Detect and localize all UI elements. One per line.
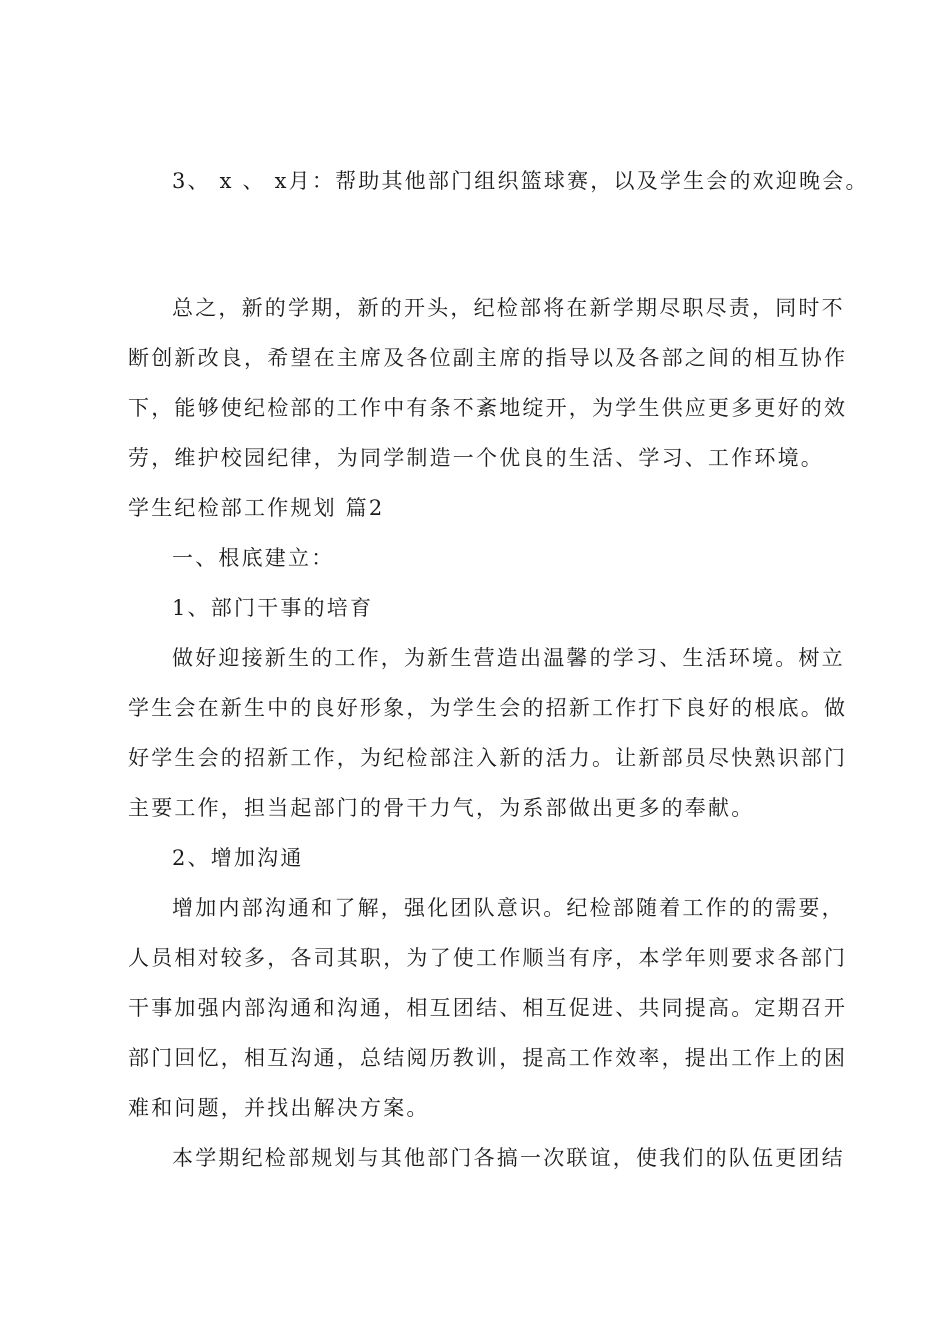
paragraph-line: 下，能够使纪检部的工作中有条不紊地绽开，为学生供应更多更好的效 xyxy=(128,396,848,420)
paragraph-line: 做好迎接新生的工作，为新生营造出温馨的学习、生活环境。树立 xyxy=(172,646,845,670)
paragraph-line: 学生会在新生中的良好形象，为学生会的招新工作打下良好的根底。做 xyxy=(128,696,848,720)
section-title: 学生纪检部工作规划 篇2 xyxy=(128,496,385,520)
paragraph-line: 好学生会的招新工作，为纪检部注入新的活力。让新部员尽快熟识部门 xyxy=(128,746,848,770)
paragraph-line: 干事加强内部沟通和沟通，相互团结、相互促进、共同提高。定期召开 xyxy=(128,996,848,1020)
paragraph-line: 增加内部沟通和了解，强化团队意识。纪检部随着工作的的需要， xyxy=(172,896,845,920)
paragraph-line: 主要工作，担当起部门的骨干力气，为系部做出更多的奉献。 xyxy=(128,796,755,820)
section-heading: 一、根底建立： xyxy=(172,546,335,570)
sub-heading: 2、增加沟通 xyxy=(172,846,304,870)
paragraph-line: 人员相对较多，各司其职，为了使工作顺当有序，本学年则要求各部门 xyxy=(128,946,848,970)
list-item-activity-3: 3、 x 、 x月：帮助其他部门组织篮球赛，以及学生会的欢迎晚会。 xyxy=(172,169,869,193)
paragraph-line: 总之，新的学期，新的开头，纪检部将在新学期尽职尽责，同时不 xyxy=(172,296,845,320)
paragraph-line: 本学期纪检部规划与其他部门各搞一次联谊，使我们的队伍更团结 xyxy=(172,1146,845,1170)
paragraph-line: 部门回忆，相互沟通，总结阅历教训，提高工作效率，提出工作上的困 xyxy=(128,1046,848,1070)
paragraph-line: 断创新改良，希望在主席及各位副主席的指导以及各部之间的相互协作 xyxy=(128,346,848,370)
paragraph-line: 难和问题，并找出解决方案。 xyxy=(128,1096,430,1120)
paragraph-line: 劳，维护校园纪律，为同学制造一个优良的生活、学习、工作环境。 xyxy=(128,446,824,470)
sub-heading: 1、部门干事的培育 xyxy=(172,596,374,620)
